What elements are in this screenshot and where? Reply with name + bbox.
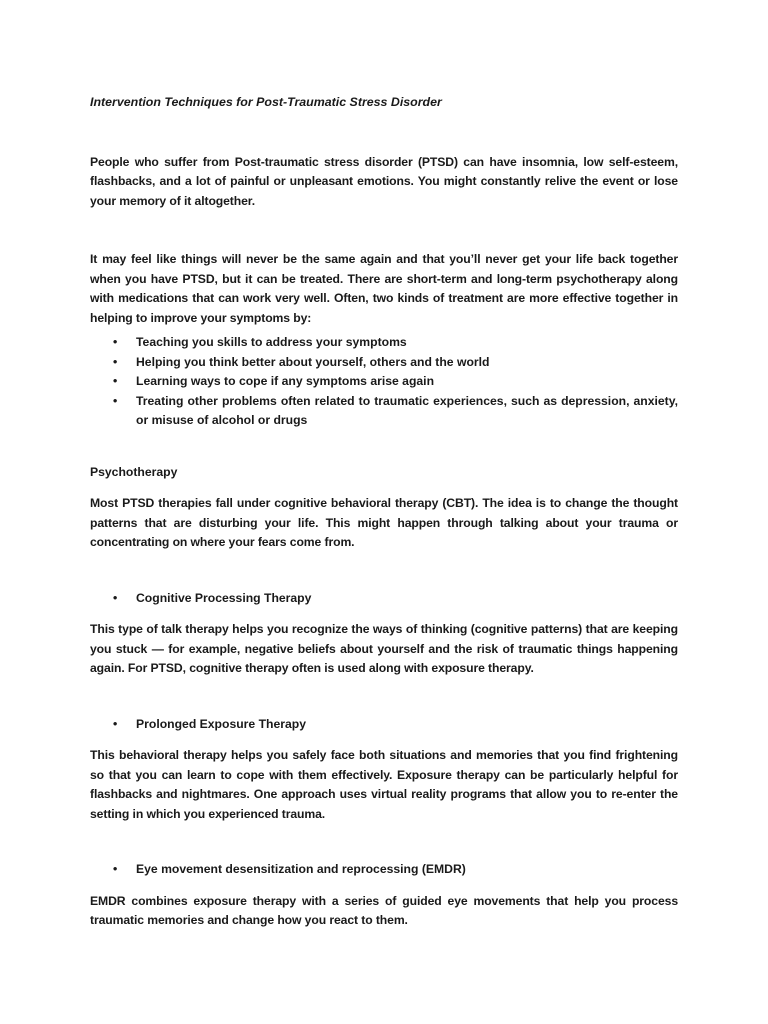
bullet-icon: •: [113, 354, 118, 369]
section-heading-prolonged-exposure-therapy: [90, 715, 678, 735]
section-body-cognitive-processing-therapy: This type of talk therapy helps you recognize the ways of thinking (cognitive patterns) that are keeping you stuck — for example, negative beliefs about yourself and the risk of traumatic things happening again. For PTSD, cognitive therapy often is used along with exposure therapy.: [90, 622, 678, 675]
bullet-icon: •: [113, 335, 118, 349]
list-item: [90, 392, 678, 431]
symptom-improvement-list: [90, 333, 678, 431]
bullet-icon: •: [113, 374, 118, 388]
section-body-emdr: EMDR combines exposure therapy with a series of guided eye movements that help you process traumatic memories and change how you react to them.: [90, 893, 678, 927]
treatment-paragraph: It may feel like things will never be the same again and that you’ll never get your life back together when you have PTSD, but it can be treated. There are short-term and long-term psychotherapy along with medications that can work very well. Often, two kinds of treatment are more effective together in helping to improve your symptoms by:: [90, 252, 678, 325]
section-heading-cognitive-processing-therapy: [90, 589, 678, 609]
section-heading-emdr: [90, 860, 678, 880]
psychotherapy-heading: Psychotherapy: [90, 464, 178, 479]
list-item-text: Treating other problems often related to traumatic experiences, such as depression, anxiety, or misuse of alcohol or drugs: [136, 393, 678, 427]
list-item: [90, 353, 678, 373]
section-heading-text: Eye movement desensitization and reprocessing (EMDR): [136, 862, 466, 876]
intro-paragraph: People who suffer from Post-traumatic stress disorder (PTSD) can have insomnia, low self-esteem, flashbacks, and a lot of painful or unpleasant emotions. You might constantly relive the event or lose your memory of it altogether.: [90, 154, 678, 208]
section-heading-text: Cognitive Processing Therapy: [136, 590, 312, 605]
bullet-icon: •: [113, 393, 118, 408]
document-body: [90, 93, 678, 931]
section-body-prolonged-exposure-therapy: This behavioral therapy helps you safely face both situations and memories that you find frightening so that you can learn to cope with them effectively. Exposure therapy can be particularly helpful for flashbacks and nightmares. One approach uses virtual reality programs that allow you to re-enter the setting in which you experienced trauma.: [90, 748, 678, 821]
bullet-icon: •: [113, 716, 118, 731]
list-item-text: Helping you think better about yourself, others and the world: [136, 354, 490, 369]
bullet-icon: •: [113, 862, 118, 876]
list-item: [90, 333, 678, 353]
bullet-icon: •: [113, 590, 118, 605]
list-item-text: Learning ways to cope if any symptoms arise again: [136, 374, 435, 388]
section-heading-text: Prolonged Exposure Therapy: [136, 716, 306, 731]
psychotherapy-paragraph: Most PTSD therapies fall under cognitive behavioral therapy (CBT). The idea is to change the thought patterns that are disturbing your life. This might happen through talking about your trauma or concentrating on where your fears come from.: [90, 496, 678, 549]
list-item: [90, 372, 678, 392]
document-title: Intervention Techniques for Post-Traumatic Stress Disorder: [90, 95, 442, 109]
list-item-text: Teaching you skills to address your symptoms: [136, 335, 407, 349]
